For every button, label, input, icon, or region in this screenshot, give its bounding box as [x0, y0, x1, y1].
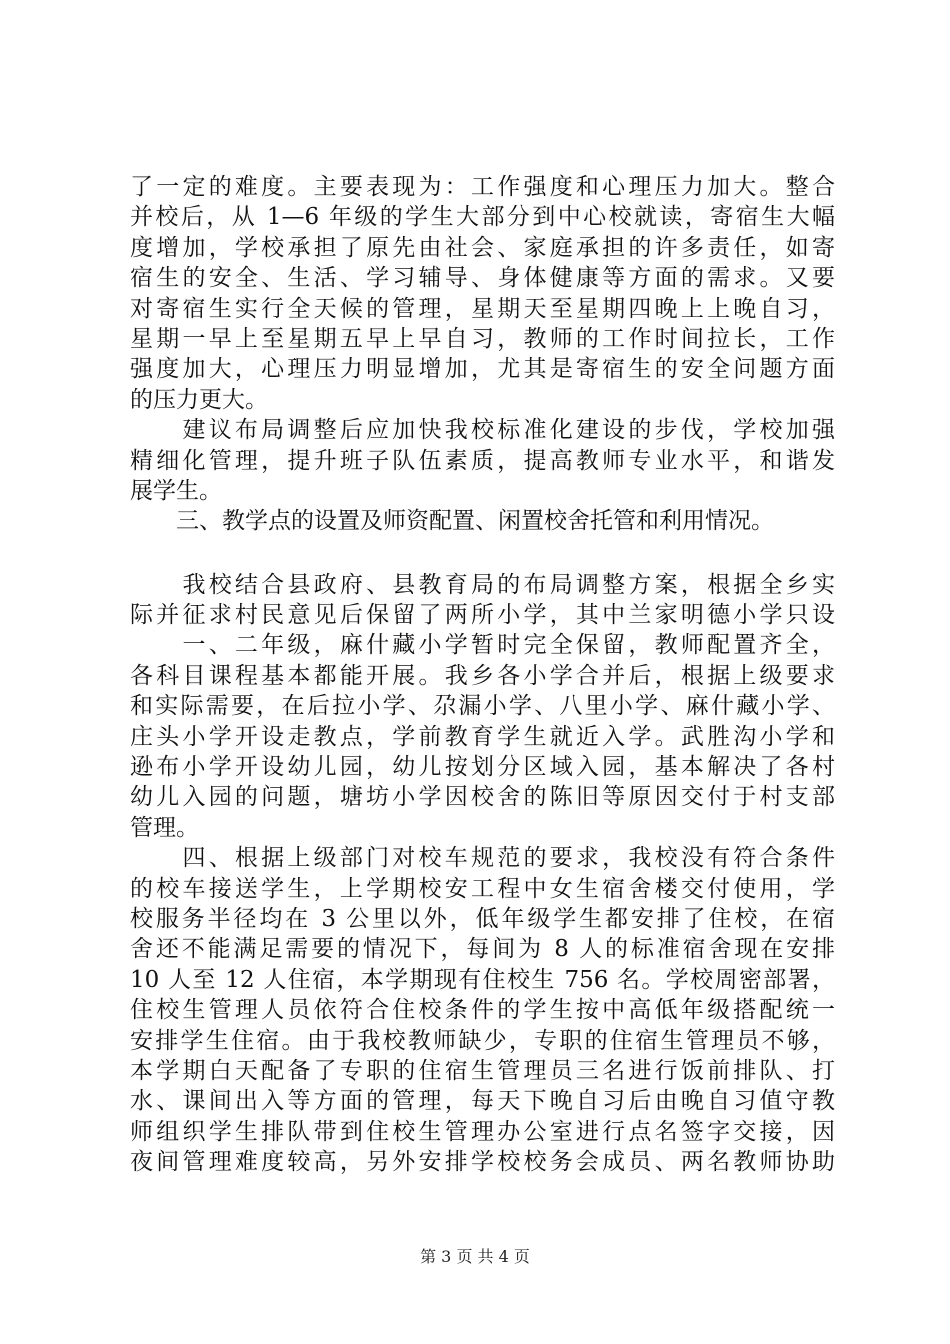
text-line: 校服务半径均在 3 公里以外，低年级学生都安排了住校，在宿: [130, 905, 835, 932]
text-line: 的压力更大。: [130, 386, 268, 413]
text-line: 夜间管理难度较高，另外安排学校校务会成员、两名教师协助: [130, 1149, 835, 1176]
text-line: 度增加，学校承担了原先由社会、家庭承担的许多责任，如寄: [130, 234, 835, 261]
text-line: 强度加大，心理压力明显增加，尤其是寄宿生的安全问题方面: [130, 356, 835, 383]
paragraph: [130, 506, 835, 536]
text-line: 的校车接送学生，上学期校安工程中女生宿舍楼交付使用，学: [130, 875, 835, 902]
text-line: 际并征求村民意见后保留了两所小学，其中兰家明德小学只设: [130, 602, 835, 629]
paragraph: [130, 843, 835, 1177]
text-line: 四、根据上级部门对校车规范的要求，我校没有符合条件: [130, 845, 835, 872]
paragraph-gap: [130, 537, 835, 570]
text-line: 管理。: [130, 814, 199, 841]
text-line: 一、二年级，麻什藏小学暂时完全保留，教师配置齐全，: [130, 632, 835, 659]
paragraph: [130, 415, 835, 506]
text-line: 了一定的难度。主要表现为：工作强度和心理压力加大。整合: [130, 174, 835, 200]
text-line: 逊布小学开设幼儿园，幼儿按划分区域入园，基本解决了各村: [130, 754, 835, 781]
text-line: 宿生的安全、生活、学习辅导、身体健康等方面的需求。又要: [130, 265, 835, 292]
text-line: 安排学生住宿。由于我校教师缺少，专职的住宿生管理员不够，: [130, 1027, 835, 1054]
text-line: 精细化管理，提升班子队伍素质，提高教师专业水平，和谐发: [130, 447, 835, 474]
text-line: 我校结合县政府、县教育局的布局调整方案，根据全乡实: [130, 571, 835, 598]
paragraph: [130, 570, 835, 844]
text-line: 幼儿入园的问题，塘坊小学因校舍的陈旧等原因交付于村支部: [130, 784, 835, 811]
text-line: 各科目课程基本都能开展。我乡各小学合并后，根据上级要求: [130, 662, 835, 689]
text-line: 本学期白天配备了专职的住宿生管理员三名进行饭前排队、打: [130, 1057, 835, 1084]
text-line: 庄头小学开设走教点，学前教育学生就近入学。武胜沟小学和: [130, 723, 835, 750]
text-line: 和实际需要，在后拉小学、尕漏小学、八里小学、麻什藏小学、: [130, 693, 835, 720]
text-line: 师组织学生排队带到住校生管理办公室进行点名签字交接，因: [130, 1118, 835, 1145]
text-line: 水、课间出入等方面的管理，每天下晚自习后由晚自习值守教: [130, 1088, 835, 1115]
text-line: 10 人至 12 人住宿，本学期现有住校生 756 名。学校周密部署，: [130, 966, 835, 993]
text-line: 三、教学点的设置及师资配置、闲置校舍托管和利用情况。: [130, 508, 774, 535]
text-line: 舍还不能满足需要的情况下，每间为 8 人的标准宿舍现在安排: [130, 936, 835, 963]
text-line: 建议布局调整后应加快我校标准化建设的步伐，学校加强: [130, 417, 835, 444]
text-line: 住校生管理人员依符合住校条件的学生按中高低年级搭配统一: [130, 997, 835, 1024]
paragraph: [130, 172, 835, 415]
text-line: 对寄宿生实行全天候的管理，星期天至星期四晚上上晚自习，: [130, 295, 835, 322]
document-body: [130, 172, 835, 1178]
page-footer: 第 3 页 共 4 页: [420, 1247, 530, 1266]
text-line: 星期一早上至星期五早上早自习，教师的工作时间拉长，工作: [130, 325, 835, 352]
text-line: 并校后，从 1—6 年级的学生大部分到中心校就读，寄宿生大幅: [130, 204, 835, 231]
text-line: 展学生。: [130, 477, 222, 504]
